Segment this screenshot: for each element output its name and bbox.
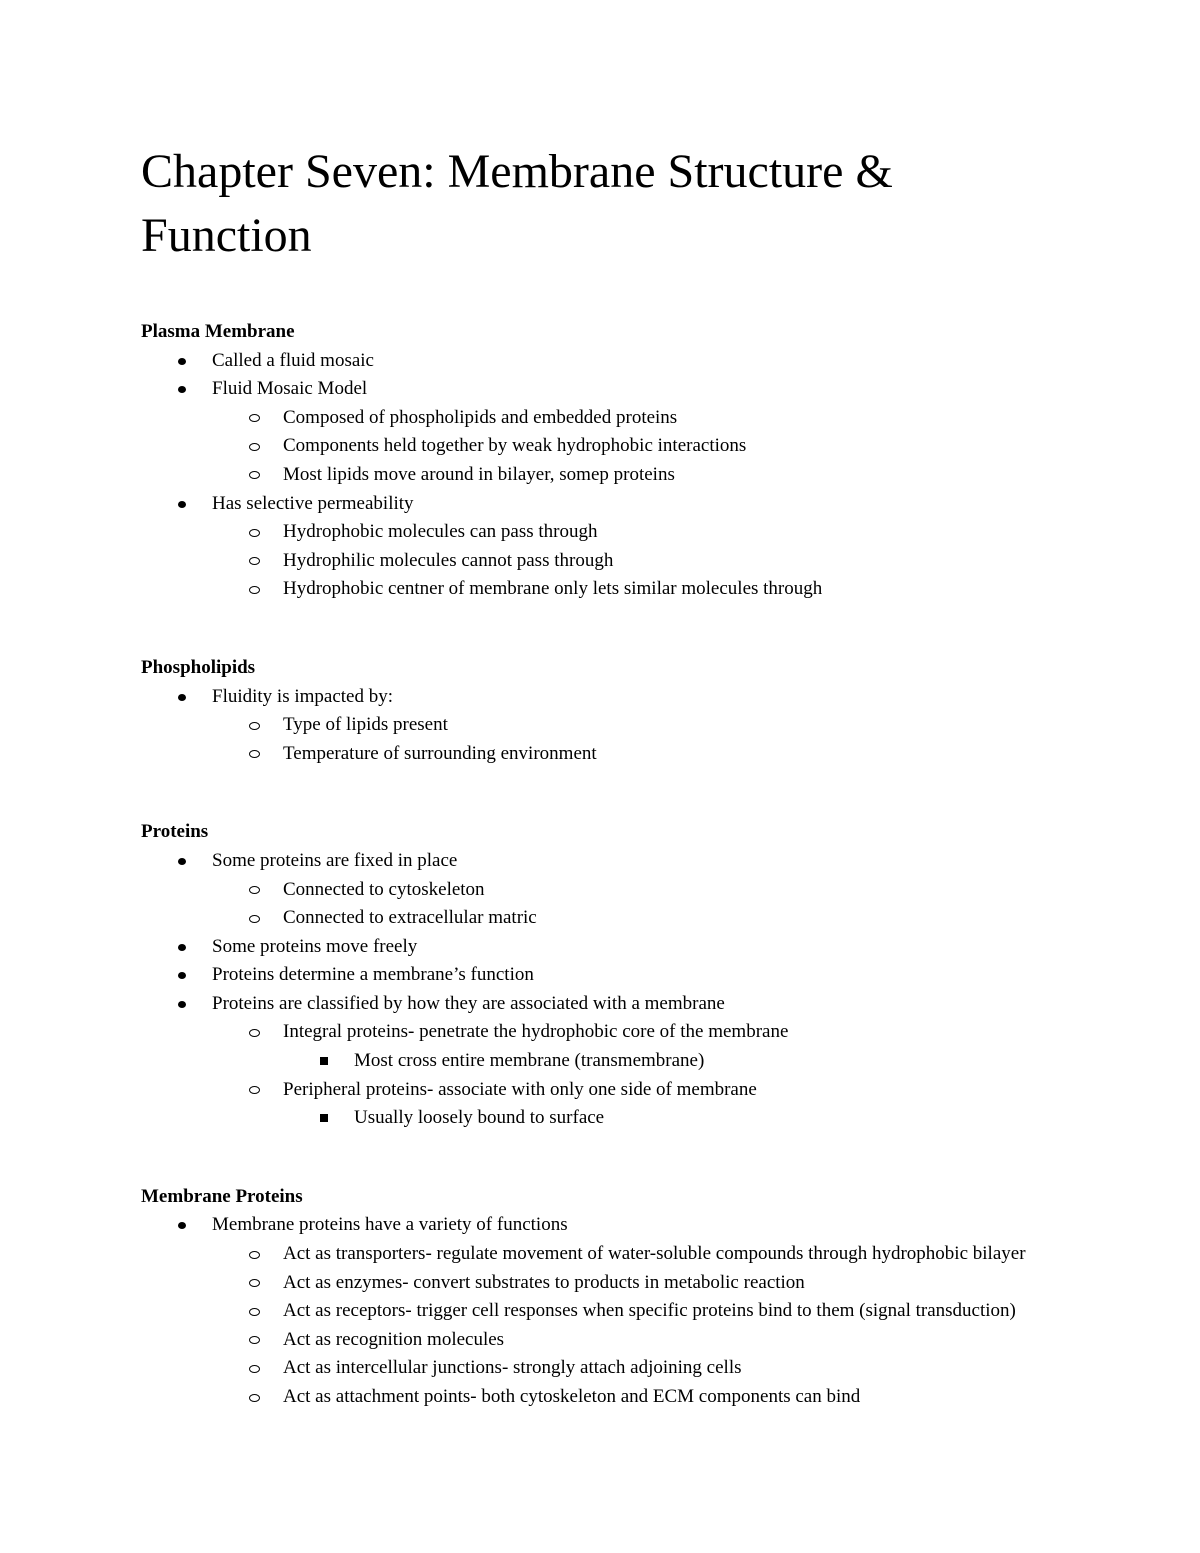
filled-bullet-icon [178,1222,186,1229]
filled-bullet-icon [178,972,186,979]
list-item: Type of lipids present [141,711,1041,740]
hollow-bullet-icon [249,1279,260,1287]
list-item: Most cross entire membrane (transmembrane) [141,1047,1041,1076]
square-bullet-icon [320,1114,328,1122]
hollow-bullet-icon [249,414,260,422]
hollow-bullet-icon [249,1365,260,1373]
list-item: Composed of phospholipids and embedded proteins [141,404,1041,433]
filled-bullet-icon [178,858,186,865]
document-page [141,140,1041,1412]
filled-bullet-icon [178,386,186,393]
filled-bullet-icon [178,501,186,508]
hollow-bullet-icon [249,886,260,894]
list-item: Act as enzymes- convert substrates to products in metabolic reaction [141,1269,1041,1298]
list-item: Components held together by weak hydrophobic interactions [141,432,1041,461]
section-membrane-proteins [141,1183,1041,1412]
list-item: Some proteins are fixed in place [141,847,1041,876]
list-item: Most lipids move around in bilayer, somep proteins [141,461,1041,490]
hollow-bullet-icon [249,471,260,479]
hollow-bullet-icon [249,1308,260,1316]
list-item: Has selective permeability [141,490,1041,519]
list-item: Membrane proteins have a variety of functions [141,1211,1041,1240]
hollow-bullet-icon [249,1086,260,1094]
section-plasma-membrane [141,318,1041,604]
hollow-bullet-icon [249,557,260,565]
bullet-list [141,683,1041,769]
filled-bullet-icon [178,694,186,701]
hollow-bullet-icon [249,1394,260,1402]
hollow-bullet-icon [249,915,260,923]
list-item: Proteins determine a membrane’s function [141,961,1041,990]
list-item: Called a fluid mosaic [141,347,1041,376]
filled-bullet-icon [178,944,186,951]
list-item: Fluidity is impacted by: [141,683,1041,712]
list-item: Fluid Mosaic Model [141,375,1041,404]
list-item: Act as transporters- regulate movement of water-soluble compounds through hydrophobic bilayer [141,1240,1041,1269]
section-heading: Phospholipids [141,656,256,678]
hollow-bullet-icon [249,722,260,730]
list-item: Integral proteins- penetrate the hydrophobic core of the membrane [141,1018,1041,1047]
list-item: Connected to extracellular matric [141,904,1041,933]
filled-bullet-icon [178,1001,186,1008]
section-heading: Proteins [141,821,209,843]
list-item: Peripheral proteins- associate with only one side of membrane [141,1076,1041,1105]
list-item: Temperature of surrounding environment [141,740,1041,769]
hollow-bullet-icon [249,443,260,451]
bullet-list [141,347,1041,604]
list-item: Act as attachment points- both cytoskeleton and ECM components can bind [141,1383,1041,1412]
hollow-bullet-icon [249,1251,260,1259]
hollow-bullet-icon [249,529,260,537]
bullet-list [141,1211,1041,1411]
hollow-bullet-icon [249,1029,260,1037]
section-phospholipids [141,654,1041,768]
list-item: Usually loosely bound to surface [141,1104,1041,1133]
list-item: Act as intercellular junctions- strongly attach adjoining cells [141,1354,1041,1383]
square-bullet-icon [320,1057,328,1065]
hollow-bullet-icon [249,1336,260,1344]
list-item: Connected to cytoskeleton [141,876,1041,905]
hollow-bullet-icon [249,586,260,594]
list-item: Proteins are classified by how they are associated with a membrane [141,990,1041,1019]
list-item: Hydrophobic centner of membrane only lets similar molecules through [141,575,1041,604]
section-proteins [141,818,1041,1133]
hollow-bullet-icon [249,750,260,758]
list-item: Some proteins move freely [141,933,1041,962]
section-heading: Membrane Proteins [141,1185,303,1207]
list-item: Act as recognition molecules [141,1326,1041,1355]
bullet-list [141,847,1041,1133]
list-item: Act as receptors- trigger cell responses when specific proteins bind to them (signal transduction) [141,1297,1041,1326]
list-item: Hydrophobic molecules can pass through [141,518,1041,547]
section-heading: Plasma Membrane [141,321,295,342]
page-title: Chapter Seven: Membrane Structure & Function [141,145,893,262]
filled-bullet-icon [178,358,186,365]
list-item: Hydrophilic molecules cannot pass through [141,547,1041,576]
